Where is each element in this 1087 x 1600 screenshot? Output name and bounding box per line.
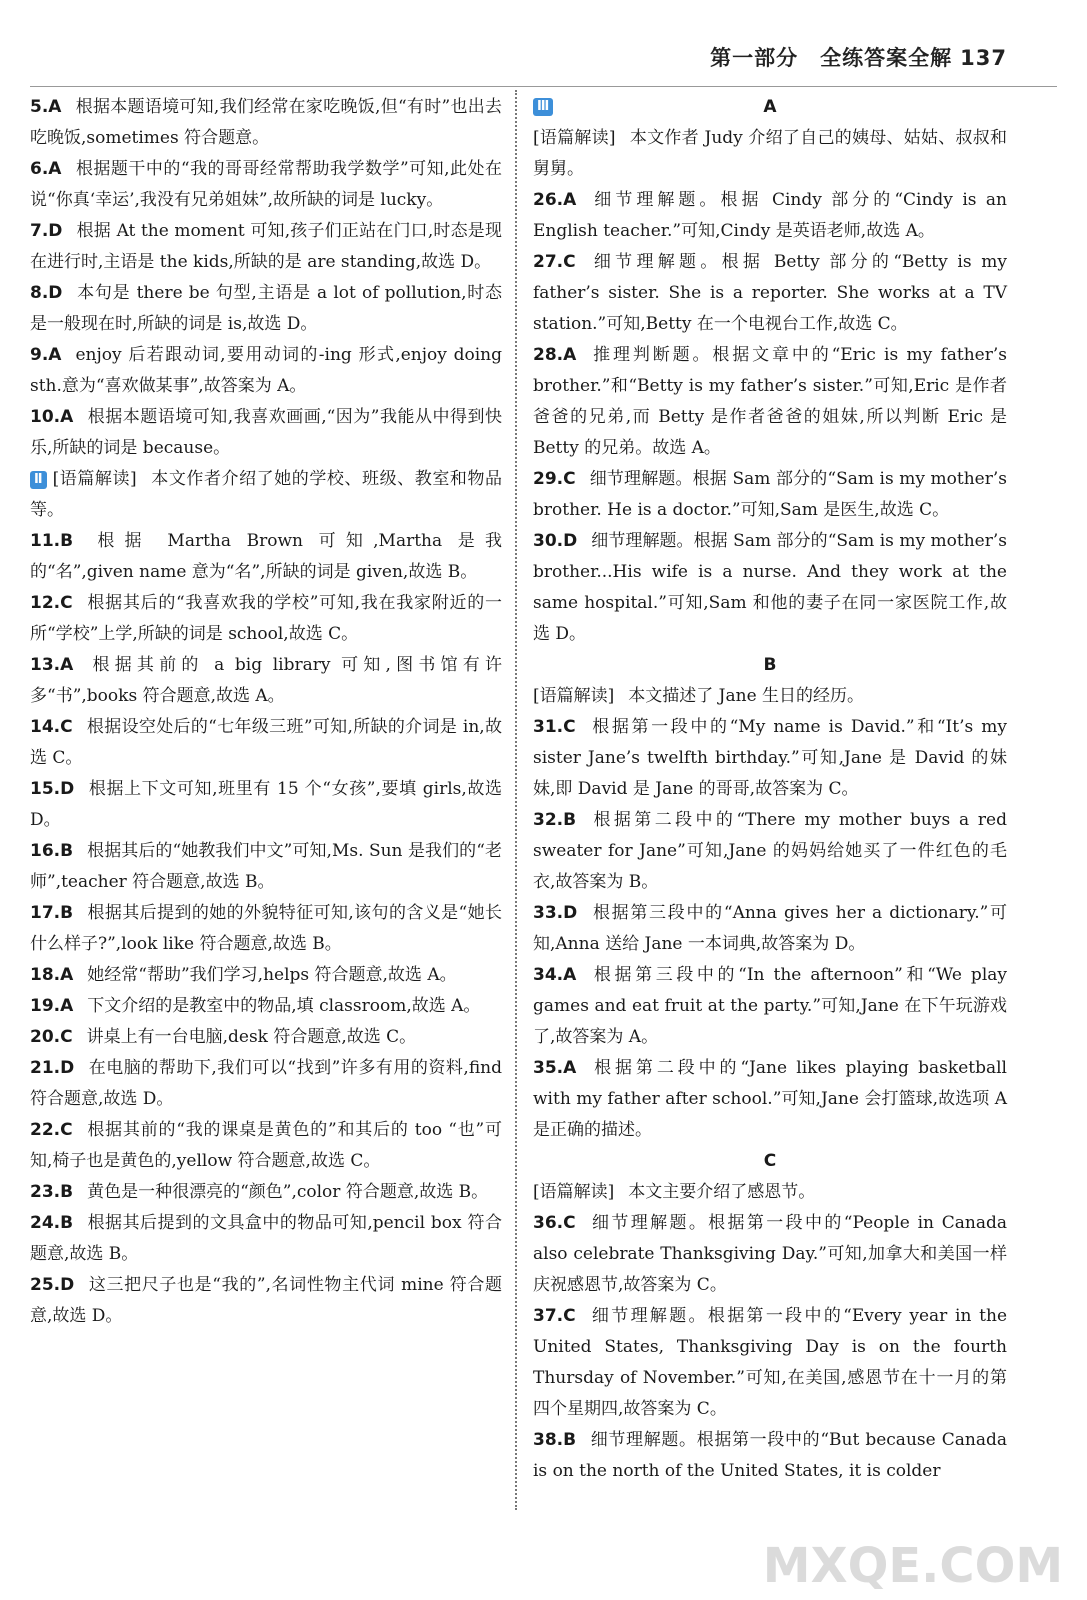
section-ii-text: 本文作者介绍了她的学校、班级、教室和物品等。 — [30, 469, 503, 520]
answer-number: 11.B — [30, 531, 74, 551]
answer-number: 17.B — [30, 903, 74, 923]
answer-number: 37.C — [533, 1306, 576, 1326]
answer-number: 34.A — [533, 965, 577, 985]
passage-c-intro — [533, 1177, 1007, 1208]
answer-number: 19.A — [30, 996, 74, 1016]
answer-explanation: 根据其后的“我喜欢我的学校”可知,我在我家附近的一所“学校”上学,所缺的词是 school,故选 C。 — [30, 593, 502, 644]
running-header-title: 第一部分 全练答案全解 — [710, 46, 953, 70]
passage-b-label: [语篇解读] — [533, 686, 615, 706]
header-rule — [30, 86, 1057, 87]
answer-number: 10.A — [30, 407, 74, 427]
answer-explanation: 根据其前的“我的课桌是黄色的”和其后的 too “也”可知,椅子也是黄色的,yellow 符合题意,故选 C。 — [30, 1120, 502, 1171]
answer-number: 30.D — [533, 531, 578, 551]
answer-list-passage-c — [533, 1208, 1007, 1487]
answer-number: 5.A — [30, 97, 62, 117]
answer-explanation: 细节理解题。根据 Cindy 部分的“Cindy is an English teacher.”可知,Cindy 是英语老师,故选 A。 — [533, 190, 1007, 241]
answer-item — [30, 92, 502, 154]
answer-explanation: 黄色是一种很漂亮的“颜色”,color 符合题意,故选 B。 — [87, 1182, 489, 1202]
passage-b-intro — [533, 681, 1007, 712]
answer-number: 27.C — [533, 252, 576, 272]
answer-item — [533, 526, 1007, 650]
answer-number: 28.A — [533, 345, 577, 365]
answer-number: 13.A — [30, 655, 74, 675]
answer-number: 8.D — [30, 283, 63, 303]
page-header — [0, 0, 1087, 84]
passage-a-label: [语篇解读] — [533, 128, 616, 148]
answer-list-part-two — [30, 526, 502, 1332]
answer-number: 23.B — [30, 1182, 74, 1202]
passage-c-heading: C — [763, 1151, 777, 1171]
answer-explanation: 细节理解题。根据 Betty 部分的“Betty is my father’s sister. She is a reporter. She works at a TV station.”可知,Betty 在一个电视台工作,故选 C。 — [533, 252, 1007, 334]
answer-explanation: 细节理解题。根据第一段中的“People in Canada also celebrate Thanksgiving Day.”可知,加拿大和美国一样庆祝感恩节,故答案为 C。 — [533, 1213, 1007, 1295]
answer-explanation: 根据第一段中的“My name is David.”和“It’s my sister Jane’s twelfth birthday.”可知,Jane 是 David 的妹妹,即 David 是 Jane 的哥哥,故答案为 C。 — [533, 717, 1007, 799]
answer-explanation: 根据设空处后的“七年级三班”可知,所缺的介词是 in,故选 C。 — [30, 717, 502, 768]
answer-item — [30, 278, 502, 340]
answer-item — [30, 1115, 502, 1177]
answer-number: 16.B — [30, 841, 74, 861]
answer-explanation: 根据题干中的“我的哥哥经常帮助我学数学”可知,此处在说“你真‘幸运’,我没有兄弟姐妹”,故所缺的词是 lucky。 — [30, 159, 502, 210]
passage-c-text: 本文主要介绍了感恩节。 — [628, 1182, 816, 1202]
answer-item — [533, 898, 1007, 960]
answer-item — [533, 712, 1007, 805]
answer-number: 14.C — [30, 717, 73, 737]
answer-explanation: 细节理解题。根据第一段中的“Every year in the United States, Thanksgiving Day is on the fourth Thursday of November.”可知,在美国,感恩节在十一月的第四个星期四,故答案为 C。 — [533, 1306, 1007, 1419]
answer-explanation: 推理判断题。根据文章中的“Eric is my father’s brother.”和“Betty is my father’s sister.”可知,Eric 是作者爸爸的兄弟,而 Betty 是作者爸爸的姐妹,所以判断 Eric 是 Betty 的兄弟。故选 A。 — [533, 345, 1007, 458]
section-iii-badge: Ⅲ — [533, 98, 553, 116]
answer-explanation: 下文介绍的是教室中的物品,填 classroom,故选 A。 — [87, 996, 481, 1016]
answer-explanation: 根据其后的“她教我们中文”可知,Ms. Sun 是我们的“老师”,teacher 符合题意,故选 B。 — [30, 841, 502, 892]
answer-explanation: 根据本题语境可知,我喜欢画画,“因为”我能从中得到快乐,所缺的词是 because。 — [30, 407, 502, 458]
answer-number: 12.C — [30, 593, 73, 613]
answer-item — [533, 960, 1007, 1053]
answer-explanation: 根据 At the moment 可知,孩子们正站在门口,时态是现在进行时,主语是 the kids,所缺的是 are standing,故选 D。 — [30, 221, 502, 272]
answer-explanation: 本句是 there be 句型,主语是 a lot of pollution,时态是一般现在时,所缺的词是 is,故选 D。 — [30, 283, 502, 334]
answer-item — [30, 1022, 502, 1053]
answer-item — [30, 960, 502, 991]
answer-number: 33.D — [533, 903, 578, 923]
answer-explanation: 根据其后提到的她的外貌特征可知,该句的含义是“她长什么样子?”,look like 符合题意,故选 B。 — [30, 903, 502, 954]
answer-explanation: 根据第二段中的“Jane likes playing basketball with my father after school.”可知,Jane 会打篮球,故选项 A 是正确的描述。 — [533, 1058, 1007, 1140]
answer-number: 9.A — [30, 345, 62, 365]
answer-item — [533, 247, 1007, 340]
answer-item — [30, 526, 502, 588]
section-iii-heading — [533, 92, 1007, 123]
answer-item — [30, 650, 502, 712]
answer-number: 7.D — [30, 221, 63, 241]
answer-item — [30, 340, 502, 402]
passage-a-intro — [533, 123, 1007, 185]
passage-b-text: 本文描述了 Jane 生日的经历。 — [628, 686, 865, 706]
answer-explanation: 这三把尺子也是“我的”,名词性物主代词 mine 符合题意,故选 D。 — [30, 1275, 502, 1326]
answer-number: 36.C — [533, 1213, 576, 1233]
answer-item — [30, 216, 502, 278]
answer-number: 22.C — [30, 1120, 73, 1140]
answer-item — [533, 464, 1007, 526]
answer-explanation: 细节理解题。根据第一段中的“But because Canada is on the north of the United States, it is colder — [533, 1430, 1007, 1481]
answer-number: 21.D — [30, 1058, 75, 1078]
left-column — [30, 92, 502, 1332]
answer-item — [533, 340, 1007, 464]
answer-explanation: 根据第三段中的“Anna gives her a dictionary.”可知,Anna 送给 Jane 一本词典,故答案为 D。 — [533, 903, 1007, 954]
answer-number: 35.A — [533, 1058, 577, 1078]
passage-a-heading: A — [763, 97, 777, 117]
answer-item — [30, 154, 502, 216]
watermark-text: MXQE.COM — [763, 1538, 1063, 1594]
answer-item — [30, 836, 502, 898]
right-column — [533, 92, 1007, 1487]
answer-number: 38.B — [533, 1430, 577, 1450]
answer-item — [30, 1208, 502, 1270]
answer-explanation: 她经常“帮助”我们学习,helps 符合题意,故选 A。 — [87, 965, 457, 985]
answer-explanation: 细节理解题。根据 Sam 部分的“Sam is my mother’s brother...His wife is a nurse. And they work at the same hospital.”可知,Sam 和他的妻子在同一家医院工作,故选 D。 — [533, 531, 1007, 644]
watermark-logo — [763, 1524, 1063, 1596]
answer-explanation: 根据 Martha Brown 可知,Martha 是我的“名”,given name 意为“名”,所缺的词是 given,故选 B。 — [30, 531, 502, 582]
answer-number: 32.B — [533, 810, 577, 830]
section-ii-label: [语篇解读] — [52, 469, 137, 489]
page-number: 137 — [960, 46, 1007, 70]
answer-item — [533, 185, 1007, 247]
column-divider — [515, 90, 517, 1510]
passage-a-text: 本文作者 Judy 介绍了自己的姨母、姑姑、叔叔和舅舅。 — [533, 128, 1008, 179]
answer-number: 15.D — [30, 779, 75, 799]
answer-item — [30, 898, 502, 960]
answer-number: 20.C — [30, 1027, 73, 1047]
answer-explanation: 讲桌上有一台电脑,desk 符合题意,故选 C。 — [86, 1027, 417, 1047]
answer-item — [533, 805, 1007, 898]
answer-item — [30, 712, 502, 774]
answer-explanation: 根据上下文可知,班里有 15 个“女孩”,要填 girls,故选 D。 — [30, 779, 502, 830]
answer-item — [30, 588, 502, 650]
answer-list-passage-a — [533, 185, 1007, 650]
answer-explanation: 根据本题语境可知,我们经常在家吃晚饭,但“有时”也出去吃晚饭,sometimes 符合题意。 — [30, 97, 502, 148]
answer-item — [30, 774, 502, 836]
passage-c-label: [语篇解读] — [533, 1182, 615, 1202]
answer-explanation: 根据第三段中的“In the afternoon”和“We play games and eat fruit at the party.”可知,Jane 在下午玩游戏了,故答案为 A。 — [533, 965, 1007, 1047]
answer-number: 6.A — [30, 159, 62, 179]
running-header — [710, 42, 1007, 72]
answer-explanation: 根据其前的 a big library 可知,图书馆有许多“书”,books 符合题意,故选 A。 — [30, 655, 502, 706]
answer-explanation: enjoy 后若跟动词,要用动词的-ing 形式,enjoy doing sth.意为“喜欢做某事”,故答案为 A。 — [30, 345, 502, 396]
answer-number: 25.D — [30, 1275, 75, 1295]
section-ii-badge: Ⅱ — [30, 471, 47, 489]
answer-explanation: 根据其后提到的文具盒中的物品可知,pencil box 符合题意,故选 B。 — [30, 1213, 502, 1264]
answer-item — [30, 1177, 502, 1208]
answer-item — [533, 1053, 1007, 1146]
answer-number: 26.A — [533, 190, 577, 210]
answer-number: 29.C — [533, 469, 576, 489]
answer-explanation: 细节理解题。根据 Sam 部分的“Sam is my mother’s brother. He is a doctor.”可知,Sam 是医生,故选 C。 — [533, 469, 1007, 520]
answer-explanation: 根据第二段中的“There my mother buys a red sweater for Jane”可知,Jane 的妈妈给她买了一件红色的毛衣,故答案为 B。 — [533, 810, 1007, 892]
answer-item — [533, 1208, 1007, 1301]
passage-b-heading: B — [763, 655, 777, 675]
answer-item — [30, 1053, 502, 1115]
answer-list-part-one — [30, 92, 502, 464]
answer-explanation: 在电脑的帮助下,我们可以“找到”许多有用的资料,find 符合题意,故选 D。 — [30, 1058, 502, 1109]
answer-list-passage-b — [533, 712, 1007, 1146]
answer-item — [30, 1270, 502, 1332]
answer-number: 31.C — [533, 717, 576, 737]
answer-item — [533, 1301, 1007, 1425]
answer-item — [30, 991, 502, 1022]
section-ii-intro — [30, 464, 502, 526]
answer-item — [533, 1425, 1007, 1487]
answer-number: 24.B — [30, 1213, 74, 1233]
answer-number: 18.A — [30, 965, 74, 985]
answer-item — [30, 402, 502, 464]
